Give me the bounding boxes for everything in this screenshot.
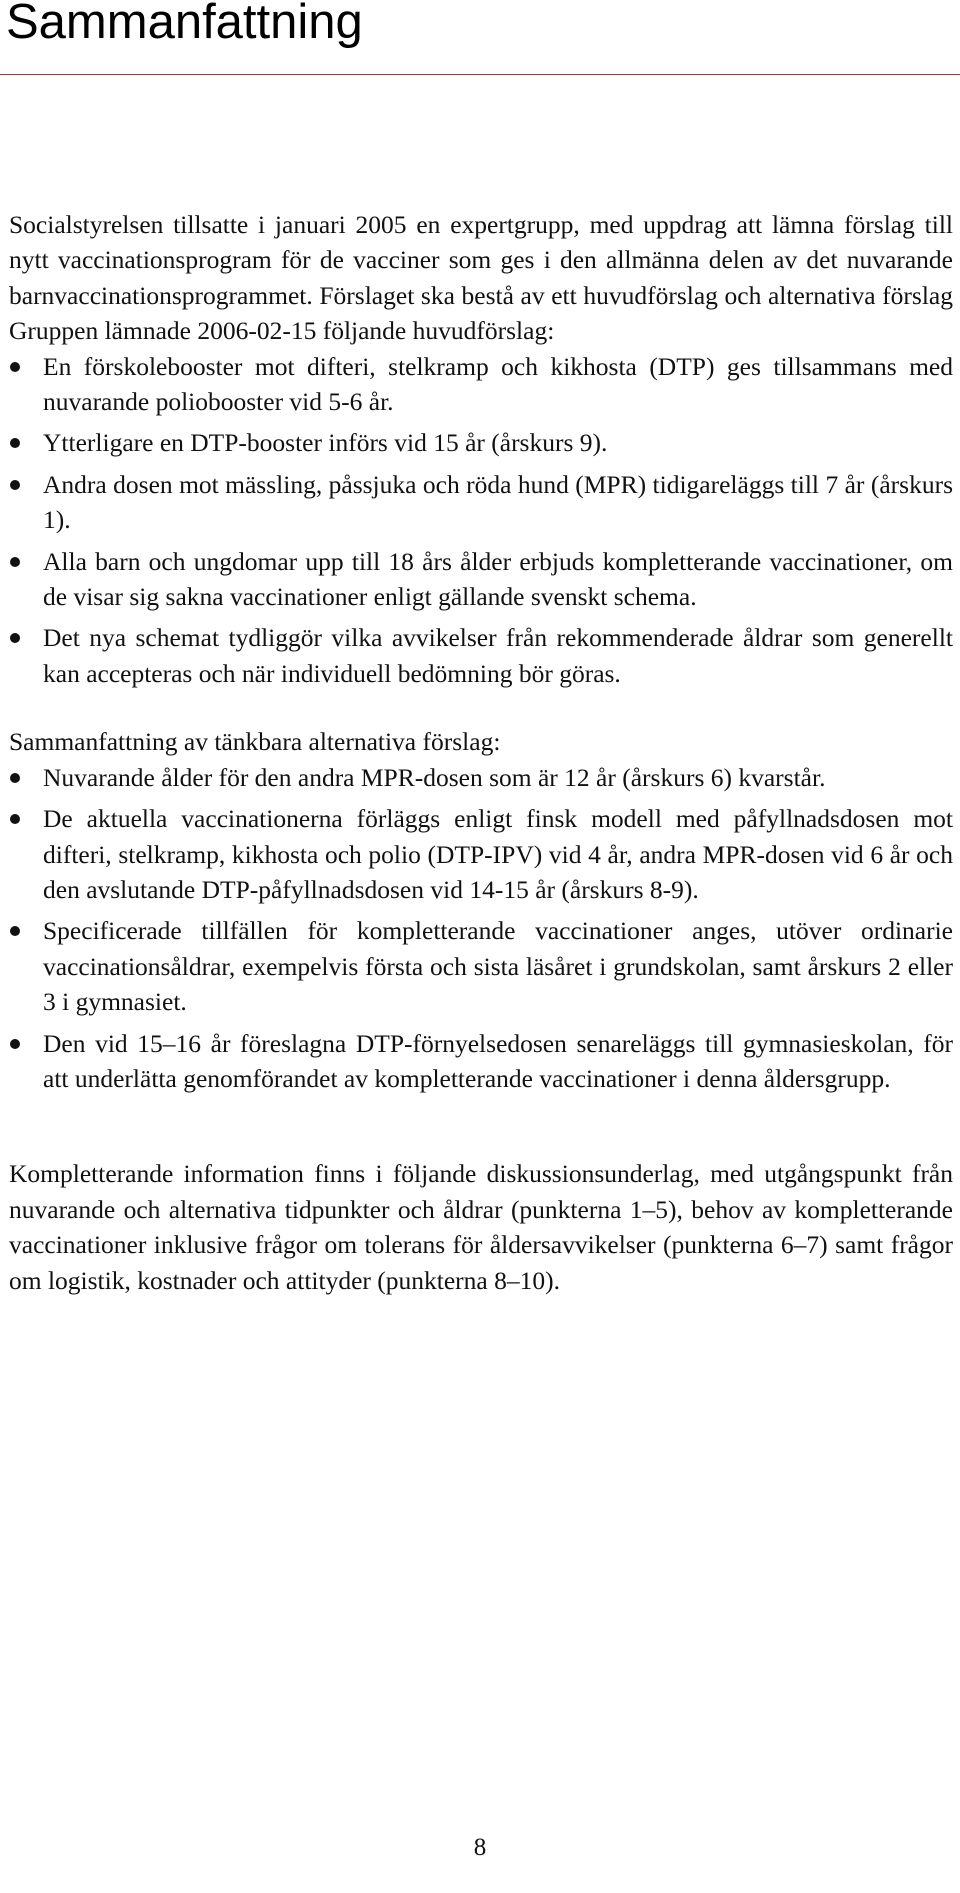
list-item: De aktuella vaccinationerna förläggs enligt finsk modell med påfyllnadsdosen mot difteri, stelkramp, kikhosta och polio (DTP-IPV) vid 4 år, andra MPR-dosen vid 6 år och den avslutande DTP-påfyllnadsdosen vid 14-15 år (årskurs 8-9).: [9, 801, 953, 907]
main-proposals-list: [9, 349, 953, 692]
list-item: Alla barn och ungdomar upp till 18 års ålder erbjuds kompletterande vaccinationer, om de visar sig sakna vaccinationer enligt gällande svenskt schema.: [9, 544, 953, 615]
list-item: En förskolebooster mot difteri, stelkramp och kikhosta (DTP) ges tillsammans med nuvarande poliobooster vid 5-6 år.: [9, 349, 953, 420]
list-item: Det nya schemat tydliggör vilka avvikelser från rekommenderade åldrar som generellt kan accepteras och när individuell bedömning bör göras.: [9, 620, 953, 691]
list-item: Ytterligare en DTP-booster införs vid 15 år (årskurs 9).: [9, 425, 953, 460]
list-item: Nuvarande ålder för den andra MPR-dosen som är 12 år (årskurs 6) kvarstår.: [9, 760, 953, 795]
alternative-proposals-list: [9, 760, 953, 1097]
list-item: Specificerade tillfällen för kompletterande vaccinationer anges, utöver ordinarie vaccinationsåldrar, exempelvis första och sista läsåret i grundskolan, samt årskurs 2 eller 3 i gymnasiet.: [9, 913, 953, 1019]
page-title: Sammanfattning: [6, 0, 363, 49]
closing-paragraph: Kompletterande information finns i följande diskussionsunderlag, med utgångspunkt från nuvarande och alternativa tidpunkter och åldrar (punkterna 1–5), behov av kompletterande vaccinationer inklusive frågor om tolerans för åldersavvikelser (punkterna 6–7) samt frågor om logistik, kostnader och attityder (punkterna 8–10).: [9, 1159, 953, 1295]
document-body: [9, 207, 953, 1298]
intro-paragraph: Socialstyrelsen tillsatte i januari 2005 en expertgrupp, med uppdrag att lämna förslag till nytt vaccinationsprogram för de vacciner som ges i den allmänna delen av det nuvarande barnvaccinationsprogrammet. Förslaget ska bestå av ett huvudförslag och alternativa förslag Gruppen lämnade 2006-02-15 följande huvudförslag:: [9, 210, 953, 346]
heading-rule: [0, 74, 960, 75]
page-number: 8: [473, 1834, 487, 1861]
list-item: Den vid 15–16 år föreslagna DTP-förnyelsedosen senareläggs till gymnasieskolan, för att underlätta genomförandet av kompletterande vaccinationer i denna åldersgrupp.: [9, 1026, 953, 1097]
alternatives-intro: Sammanfattning av tänkbara alternativa förslag:: [9, 727, 501, 757]
list-item: Andra dosen mot mässling, påssjuka och röda hund (MPR) tidigareläggs till 7 år (årskurs 1).: [9, 467, 953, 538]
